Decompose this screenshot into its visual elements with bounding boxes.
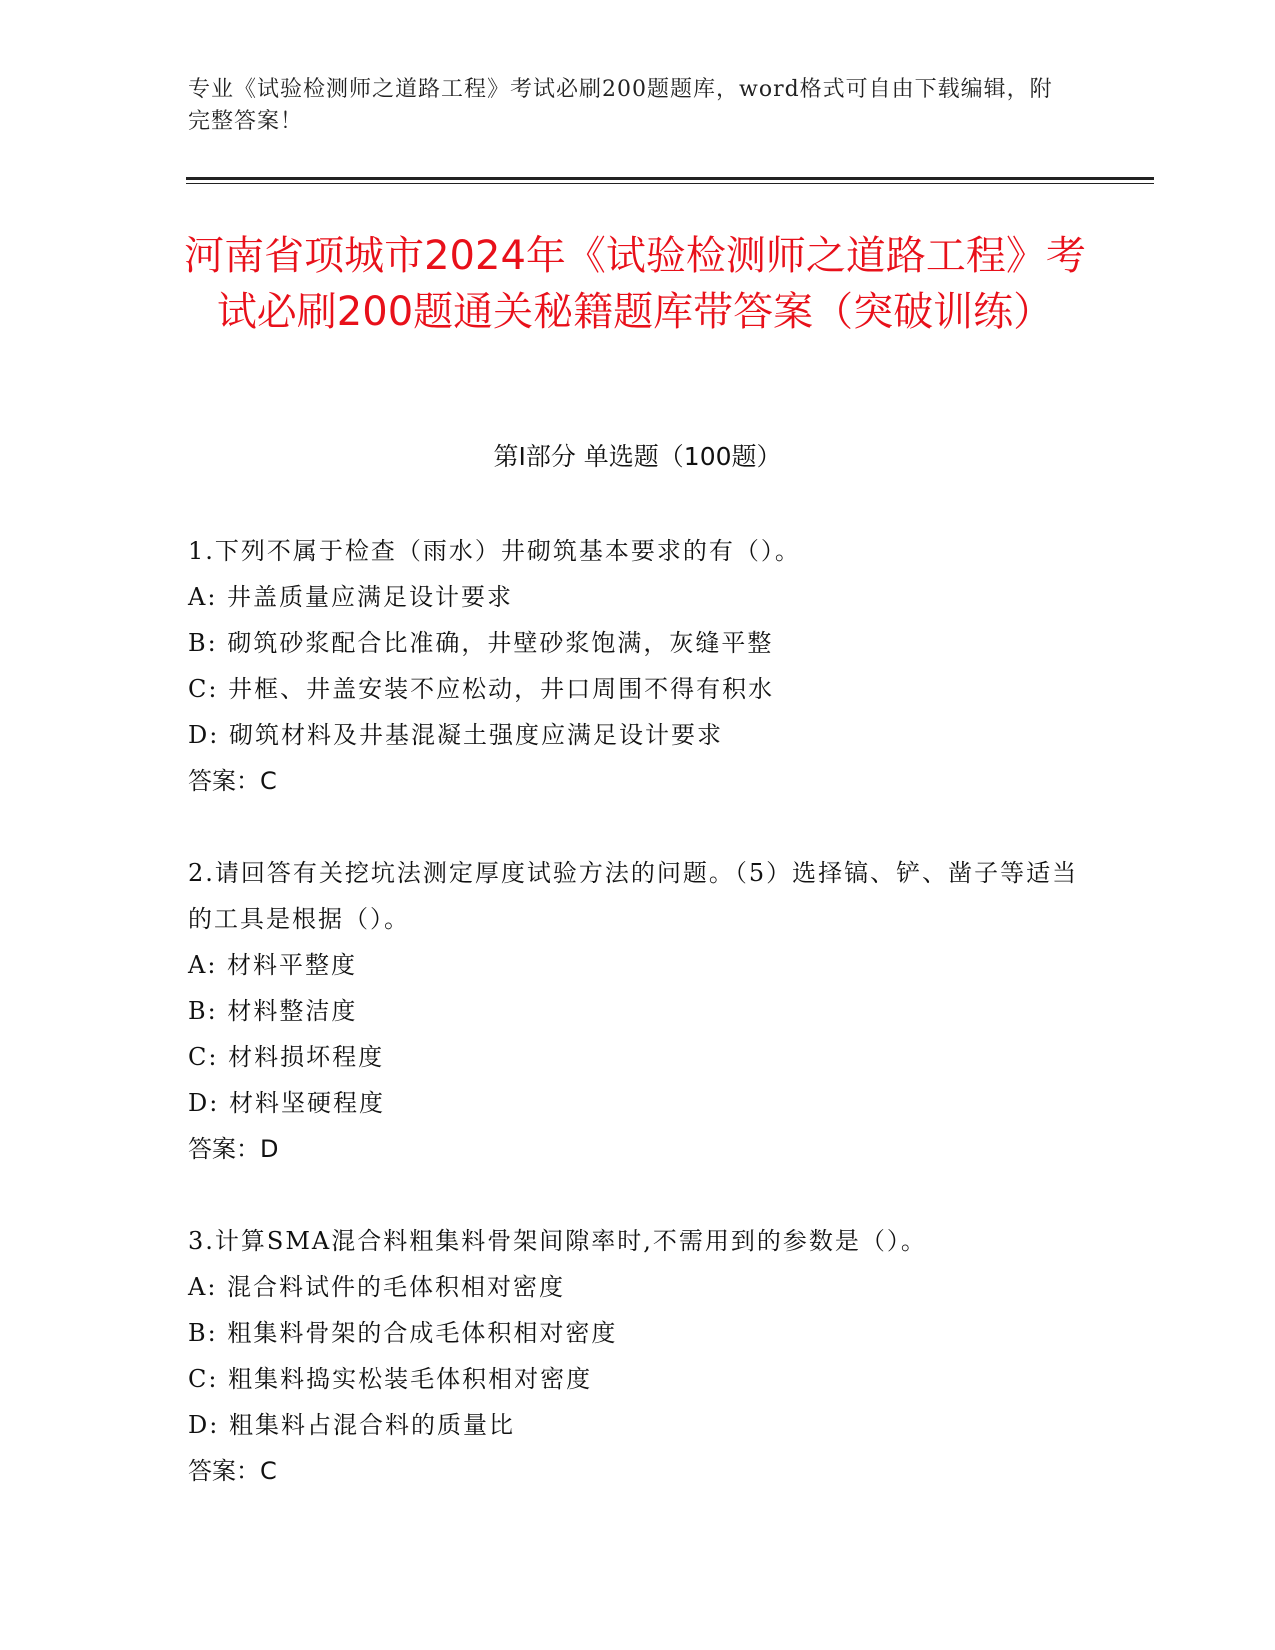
section-heading: 第I部分 单选题（100题） xyxy=(493,442,782,471)
option-a: A: 混合料试件的毛体积相对密度 xyxy=(188,1273,566,1301)
option-c: C: 粗集料捣实松装毛体积相对密度 xyxy=(188,1365,593,1393)
option-b: B: 砌筑砂浆配合比准确，井壁砂浆饱满，灰缝平整 xyxy=(188,629,774,657)
answer: 答案：C xyxy=(188,767,277,795)
question-stem: 3.计算SMA混合料粗集料骨架间隙率时,不需用到的参数是（）。 xyxy=(188,1227,927,1255)
document-title: 河南省项城市2024年《试验检测师之道路工程》考试必刷200题通关秘籍题库带答案（突破训练） xyxy=(184,233,1086,335)
option-c: C: 井框、井盖安装不应松动，井口周围不得有积水 xyxy=(188,675,775,703)
question-stem: 2.请回答有关挖坑法测定厚度试验方法的问题。（5）选择镐、铲、凿子等适当的工具是根据（）。 xyxy=(188,859,1079,933)
option-a: A: 井盖质量应满足设计要求 xyxy=(188,583,514,611)
option-d: D: 粗集料占混合料的质量比 xyxy=(188,1411,515,1439)
header-rule-thin xyxy=(186,183,1154,184)
question-list xyxy=(188,528,1088,1540)
option-d: D: 材料坚硬程度 xyxy=(188,1089,385,1117)
question-2 xyxy=(188,850,1088,1172)
answer: 答案：C xyxy=(188,1457,277,1485)
question-1 xyxy=(188,528,1088,804)
header-rule-thick xyxy=(186,177,1154,180)
question-stem: 1.下列不属于检查（雨水）井砌筑基本要求的有（）。 xyxy=(188,537,801,565)
question-3 xyxy=(188,1218,1088,1494)
option-d: D: 砌筑材料及井基混凝土强度应满足设计要求 xyxy=(188,721,723,749)
answer: 答案：D xyxy=(188,1135,279,1163)
option-b: B: 粗集料骨架的合成毛体积相对密度 xyxy=(188,1319,618,1347)
header-note: 专业《试验检测师之道路工程》考试必刷200题题库，word格式可自由下载编辑，附完整答案！ xyxy=(188,77,1053,134)
option-c: C: 材料损坏程度 xyxy=(188,1043,385,1071)
option-b: B: 材料整洁度 xyxy=(188,997,358,1025)
option-a: A: 材料平整度 xyxy=(188,951,358,979)
